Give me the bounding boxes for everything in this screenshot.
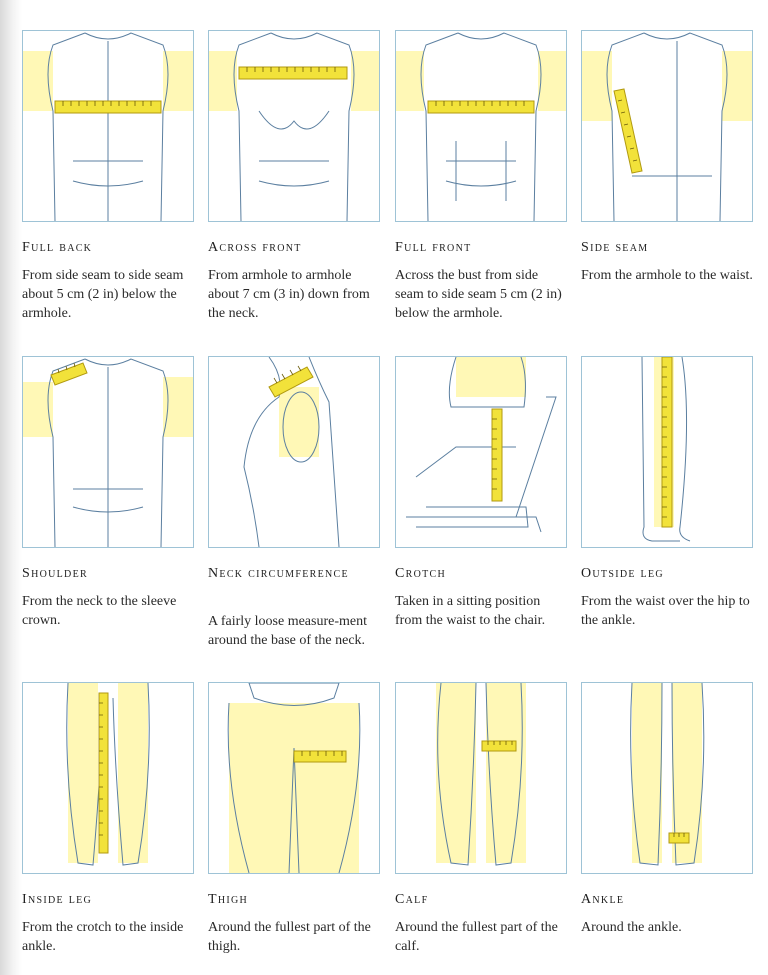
measurement-title: Inside leg <box>22 892 93 907</box>
crotch-illustration <box>395 356 567 548</box>
measuring-tape <box>669 833 689 843</box>
measurement-description: A fairly loose measure-ment around the base of the neck. <box>208 614 368 648</box>
measuring-tape <box>55 101 161 113</box>
measurement-description: Taken in a sitting position from the waist to the chair. <box>395 594 546 628</box>
measurement-description: Across the bust from side seam to side seam 5 cm (2 in) below the armhole. <box>395 268 562 321</box>
measuring-tape <box>662 357 672 527</box>
measuring-tape <box>99 693 108 853</box>
measurement-title: Thigh <box>208 892 249 907</box>
inside-leg-illustration <box>22 682 194 874</box>
measurement-description: From the neck to the sleeve crown. <box>22 594 177 628</box>
measurement-title: Shoulder <box>22 566 88 581</box>
measurement-title: Full front <box>395 240 472 255</box>
measurement-description: From the crotch to the inside ankle. <box>22 920 184 954</box>
side-seam-illustration <box>581 30 753 222</box>
neck-circumference-illustration <box>208 356 380 548</box>
measurement-description: From side seam to side seam about 5 cm (2 in) below the armhole. <box>22 268 184 321</box>
measurement-title: Outside leg <box>581 566 664 581</box>
measurement-title: Ankle <box>581 892 625 907</box>
measuring-tape <box>294 751 346 762</box>
measurement-title: Crotch <box>395 566 447 581</box>
outside-leg-illustration <box>581 356 753 548</box>
measuring-tape <box>482 741 516 751</box>
measuring-tape <box>614 89 642 173</box>
measurement-description: From the waist over the hip to the ankle. <box>581 594 750 628</box>
measurement-title: Full back <box>22 240 93 255</box>
measurement-description: From armhole to armhole about 7 cm (3 in) down from the neck. <box>208 268 370 321</box>
across-front-illustration <box>208 30 380 222</box>
measuring-tape <box>239 67 347 79</box>
thigh-illustration <box>208 682 380 874</box>
full-back-illustration <box>22 30 194 222</box>
measurement-title: Calf <box>395 892 429 907</box>
page-binding-shadow <box>0 0 22 975</box>
full-front-illustration <box>395 30 567 222</box>
measurement-title: Neck circumference <box>208 566 349 581</box>
measurement-title: Across front <box>208 240 302 255</box>
measurement-description: Around the fullest part of the thigh. <box>208 920 371 954</box>
measuring-tape <box>428 101 534 113</box>
measurement-description: From the armhole to the waist. <box>581 268 753 283</box>
measurement-title: Side seam <box>581 240 649 255</box>
ankle-illustration <box>581 682 753 874</box>
measuring-tape <box>51 363 87 385</box>
calf-illustration <box>395 682 567 874</box>
measuring-tape <box>492 409 502 501</box>
shoulder-illustration <box>22 356 194 548</box>
measurement-description: Around the ankle. <box>581 920 682 935</box>
measurement-description: Around the fullest part of the calf. <box>395 920 558 954</box>
